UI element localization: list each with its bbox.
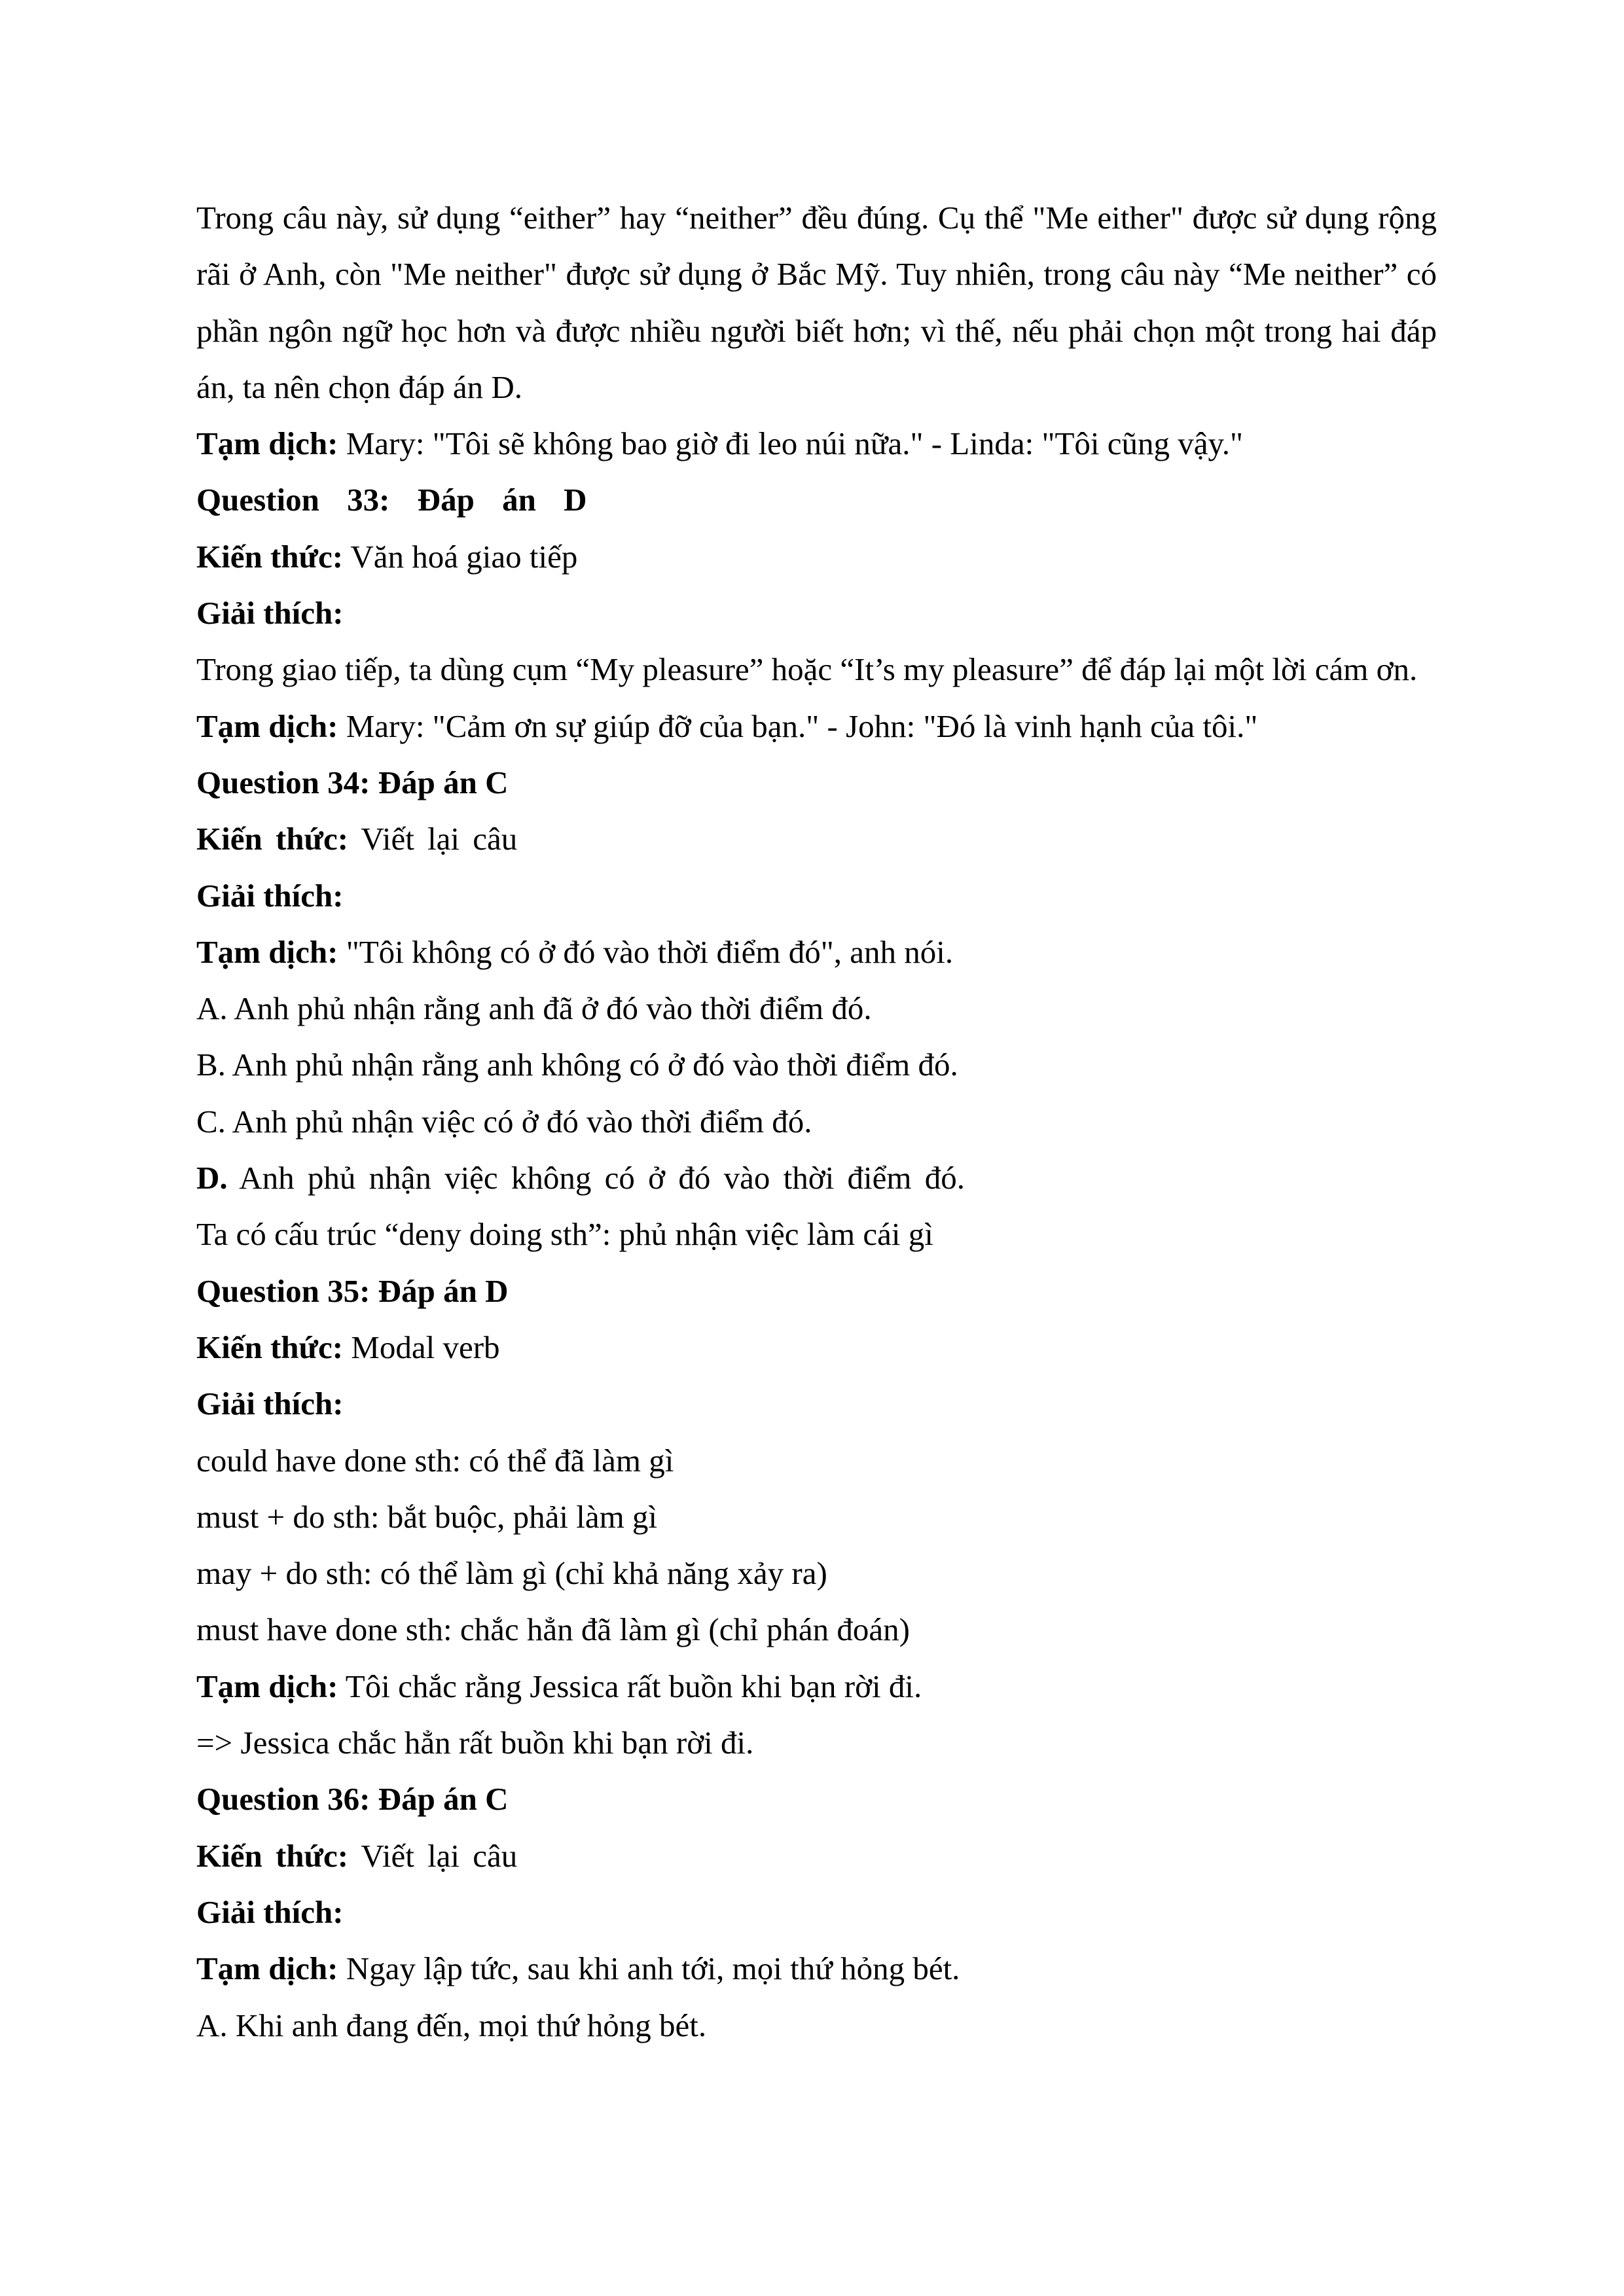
knowledge-label: Kiến thức: — [196, 1837, 349, 1874]
q36-explanation-label: Giải thích: — [196, 1893, 344, 1930]
q34-knowledge — [196, 811, 1437, 867]
q35-heading: Question 35: Đáp án D — [196, 1272, 509, 1309]
q34-option-b: B. Anh phủ nhận rằng anh không có ở đó vào thời điểm đó. — [196, 1047, 958, 1083]
translation-text: "Tôi không có ở đó vào thời điểm đó", anh nói. — [338, 933, 954, 970]
q34-explanation-label: Giải thích: — [196, 877, 344, 914]
q35-result: => Jessica chắc hẳn rất buồn khi bạn rời đi. — [196, 1725, 754, 1761]
q36-knowledge — [196, 1828, 1437, 1884]
translation-label: Tạm dịch: — [196, 1950, 338, 1987]
q34-translation — [196, 924, 1437, 980]
translation-label: Tạm dịch: — [196, 1668, 338, 1704]
q35-line-1: could have done sth: có thể đã làm gì — [196, 1442, 674, 1479]
intro-paragraph: Trong câu này, sử dụng “either” hay “neither” đều đúng. Cụ thể "Me either" được sử dụng rộng rãi ở Anh, còn "Me neither" được sử dụng ở Bắc Mỹ. Tuy nhiên, trong câu này “Me neither” có phần ngôn ngữ học hơn và được nhiều người biết hơn; vì thế, nếu phải chọn một trong hai đáp án, ta nên chọn đáp án D. — [196, 200, 1437, 405]
translation-label: Tạm dịch: — [196, 933, 338, 970]
q36-translation — [196, 1941, 1437, 1997]
option-d-letter: D. — [196, 1160, 228, 1196]
translation-text: Mary: "Cảm ơn sự giúp đỡ của bạn." - John: "Đó là vinh hạnh của tôi." — [338, 708, 1258, 744]
q34-note: Ta có cấu trúc “deny doing sth”: phủ nhận việc làm cái gì — [196, 1216, 933, 1253]
translation-text: Tôi chắc rằng Jessica rất buồn khi bạn rời đi. — [338, 1668, 922, 1704]
q35-line-4: must have done sth: chắc hẳn đã làm gì (chỉ phán đoán) — [196, 1611, 910, 1648]
q35-knowledge — [196, 1319, 1437, 1376]
q35-explanation-label: Giải thích: — [196, 1386, 344, 1422]
q35-line-3: may + do sth: có thể làm gì (chỉ khả năng xảy ra) — [196, 1555, 827, 1592]
translation-text: Mary: "Tôi sẽ không bao giờ đi leo núi nữa." - Linda: "Tôi cũng vậy." — [338, 425, 1244, 462]
q34-option-c: C. Anh phủ nhận việc có ở đó vào thời điểm đó. — [196, 1103, 812, 1139]
q34-option-d — [196, 1150, 1437, 1206]
translation-label: Tạm dịch: — [196, 425, 338, 462]
q33-translation — [196, 698, 1437, 755]
q33-knowledge — [196, 529, 1437, 585]
knowledge-text: Viết lại câu — [348, 1837, 518, 1874]
knowledge-text: Viết lại câu — [348, 821, 518, 857]
knowledge-label: Kiến thức: — [196, 538, 344, 575]
q32-translation — [196, 416, 1437, 472]
q36-heading: Question 36: Đáp án C — [196, 1781, 509, 1818]
q33-explanation-label: Giải thích: — [196, 595, 344, 632]
knowledge-label: Kiến thức: — [196, 1329, 344, 1365]
option-d-text: Anh phủ nhận việc không có ở đó vào thời điểm đó. — [227, 1160, 965, 1196]
q36-option-a: A. Khi anh đang đến, mọi thứ hỏng bét. — [196, 2007, 707, 2043]
knowledge-text: Modal verb — [343, 1329, 500, 1365]
q34-heading: Question 34: Đáp án C — [196, 764, 509, 800]
q33-heading: Question 33: Đáp án D — [196, 482, 587, 518]
q35-line-2: must + do sth: bắt buộc, phải làm gì — [196, 1498, 658, 1535]
document-page — [196, 190, 1437, 2054]
knowledge-label: Kiến thức: — [196, 821, 349, 857]
q35-translation — [196, 1659, 1437, 1715]
translation-label: Tạm dịch: — [196, 708, 338, 744]
q33-explanation: Trong giao tiếp, ta dùng cụm “My pleasure” hoặc “It’s my pleasure” để đáp lại một lời cám ơn. — [196, 651, 1418, 688]
knowledge-text: Văn hoá giao tiếp — [343, 538, 578, 575]
q34-option-a: A. Anh phủ nhận rằng anh đã ở đó vào thời điểm đó. — [196, 990, 872, 1027]
translation-text: Ngay lập tức, sau khi anh tới, mọi thứ hỏng bét. — [338, 1950, 960, 1987]
